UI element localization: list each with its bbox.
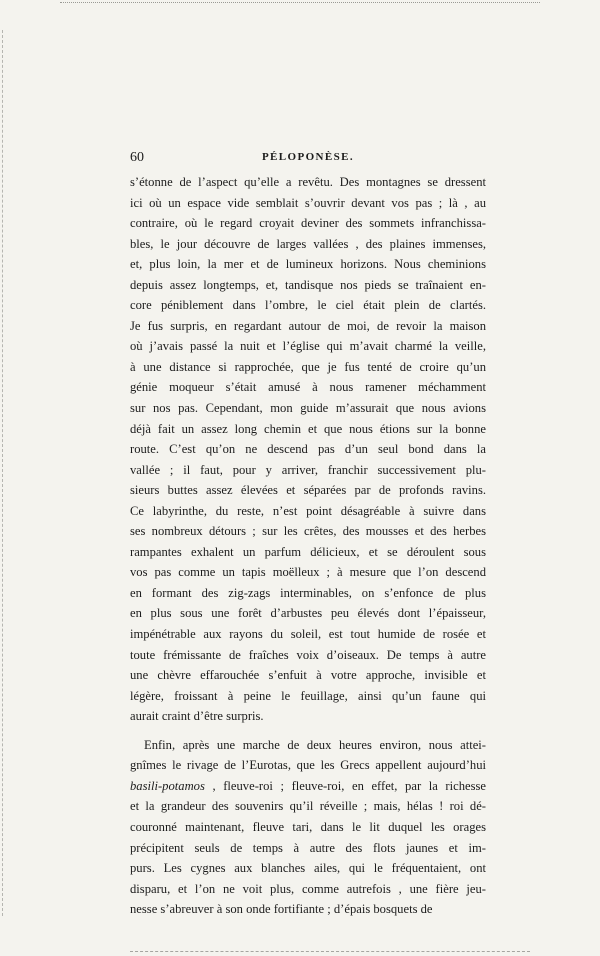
text-line: ses nombreux détours ; sur les crêtes, des mousses et des herbes (130, 524, 486, 539)
text-line: disparu, et l’on ne voit plus, comme autrefois , une fière jeu- (130, 881, 486, 896)
text-line: contraire, où le regard croyait deviner des sommets infranchissa- (130, 216, 486, 231)
text-line: bles, le jour découvre de larges vallées , des plaines immenses, (130, 236, 486, 251)
text-line: rampantes exhalent un parfum délicieux, et se déroulent sous (130, 544, 486, 559)
italic-term: basili-potamos (130, 778, 205, 793)
text-line: depuis assez longtemps, et, tandisque nos pieds se traînaient en- (130, 277, 486, 292)
text-line: et, plus loin, la mer et de lumineux horizons. Nous cheminions (130, 257, 486, 272)
body-text (130, 172, 486, 920)
text-line: gnîmes le rivage de l’Eurotas, que les Grecs appellent aujourd’hui (130, 758, 486, 773)
text-line: Ce labyrinthe, du reste, n’est point désagréable à suivre dans (130, 503, 486, 518)
text-line: couronné maintenant, fleuve tari, dans le lit duquel les orages (130, 819, 486, 834)
text-line: vos pas comme un tapis moëlleux ; à mesure que l’on descend (130, 565, 486, 580)
text-line: purs. Les cygnes aux blanches ailes, qui le fréquentaient, ont (130, 861, 486, 876)
text-line: précipitent seuls de temps à autre des flots jaunes et im- (130, 840, 486, 855)
text-line: déjà fait un assez long chemin et que nous étions sur la bonne (130, 421, 486, 436)
page-header (130, 150, 486, 168)
paragraph (130, 172, 486, 727)
text-line: vallée ; il faut, pour y arriver, franchir successivement plu- (130, 462, 486, 477)
paragraph-gap (130, 727, 486, 735)
text-line: impénétrable aux rayons du soleil, est tout humide de rosée et (130, 627, 486, 642)
top-page-edge (60, 2, 540, 3)
text-line: aurait craint d’être surpris. (130, 709, 264, 724)
text-line: en plus sous une forêt d’arbustes peu élevés dont l’épaisseur, (130, 606, 486, 621)
text-line: génie moqueur s’était amusé à nous ramener méchamment (130, 380, 486, 395)
text-line: route. C’est qu’on ne descend pas d’un seul bond dans la (130, 442, 486, 457)
bottom-page-edge (130, 951, 530, 952)
text-line: Enfin, après une marche de deux heures environ, nous attei- (144, 737, 486, 752)
running-title: PÉLOPONÈSE. (261, 151, 355, 163)
text-line: sieurs buttes assez élevées et séparées par de profonds ravins. (130, 483, 486, 498)
text-line: core péniblement dans l’ombre, le ciel était plein de clartés. (130, 298, 486, 313)
text-line: sur nos pas. Cependant, mon guide m’assurait que nous avions (130, 401, 486, 416)
page-number: 60 (130, 150, 144, 165)
text-line: à une distance si rapprochée, que je fus tenté de croire qu’un (130, 359, 486, 374)
paragraph (130, 735, 486, 920)
text-line: Je fus surpris, en regardant autour de moi, de revoir la maison (130, 318, 486, 333)
left-page-edge (2, 30, 3, 916)
text-line: et la grandeur des souvenirs qu’il réveille ; mais, hélas ! roi dé- (130, 799, 486, 814)
text-line: nesse s’abreuver à son onde fortifiante ; d’épais bosquets de (130, 902, 433, 917)
text-line: où j’avais passé la nuit et l’église qui m’avait charmé la veille, (130, 339, 486, 354)
text-line: basili-potamos , fleuve-roi ; fleuve-roi, en effet, par la richesse (130, 778, 486, 793)
text-line: en formant des zig-zags interminables, on s’enfonce de plus (130, 585, 486, 600)
text-line: ici où un espace vide semblait s’ouvrir devant vos pas ; là , au (130, 195, 486, 210)
text-line: toute frémissante de fraîches voix d’oiseaux. De temps à autre (130, 647, 486, 662)
text-line: une chèvre effarouchée s’enfuit à votre approche, invisible et (130, 668, 486, 683)
text-line: s’étonne de l’aspect qu’elle a revêtu. Des montagnes se dressent (130, 175, 486, 189)
text-line: légère, froissant à peine le feuillage, ainsi qu’un faune qui (130, 688, 486, 703)
